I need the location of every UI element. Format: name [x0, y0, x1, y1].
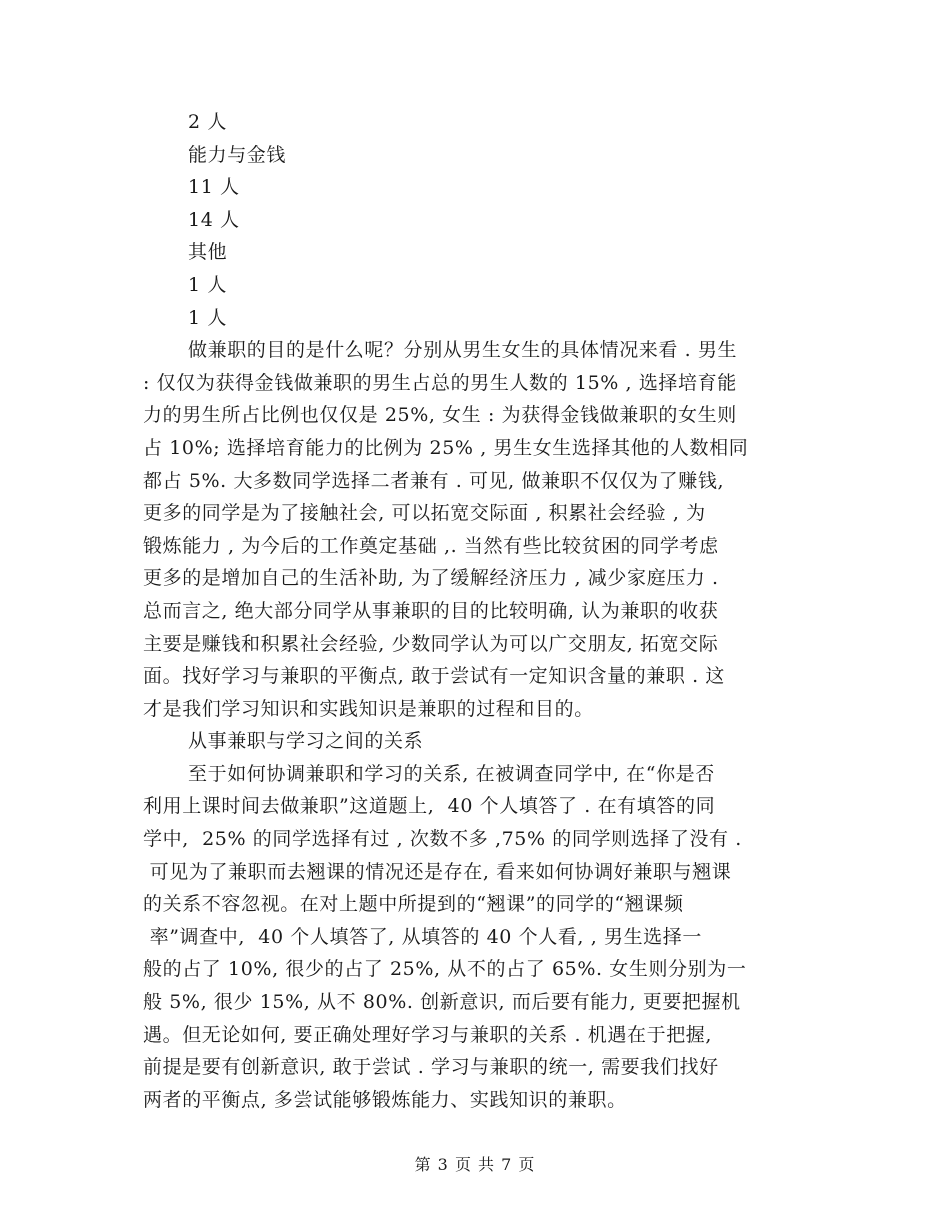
document-body [143, 106, 813, 1116]
text-line: 都占 5%. 大多数同学选择二者兼有 . 可见, 做兼职不仅仅为了赚钱, [143, 469, 725, 492]
text-line: 总而言之, 绝大部分同学从事兼职的目的比较明确, 认为兼职的收获 [143, 599, 719, 622]
text-line: 的关系不容忽视。在对上题中所提到的“翘课”的同学的“翘课频 [143, 893, 684, 916]
text-line: 11 人 [188, 176, 240, 199]
text-line: 般 5%, 很少 15%, 从不 80%. 创新意识, 而后要有能力, 更要把握机 [143, 991, 741, 1014]
text-line: 1 人 [188, 306, 227, 329]
text-line: 可见为了兼职而去翘课的情况还是存在, 看来如何协调好兼职与翘课 [143, 860, 732, 883]
text-line: 前提是要有创新意识, 敢于尝试 . 学习与兼职的统一, 需要我们找好 [143, 1056, 719, 1079]
text-line: 利用上课时间去做兼职”这道题上, 40 个人填答了 . 在有填答的同 [143, 795, 716, 818]
text-line: 从事兼职与学习之间的关系 [188, 730, 424, 753]
text-line: 才是我们学习知识和实践知识是兼职的过程和目的。 [143, 697, 594, 720]
page-footer: 第 3 页 共 7 页 [414, 1155, 536, 1174]
text-line: 主要是赚钱和积累社会经验, 少数同学认为可以广交朋友, 拓宽交际 [143, 632, 719, 655]
text-line: 至于如何协调兼职和学习的关系, 在被调查同学中, 在“你是否 [188, 762, 715, 785]
text-line: 更多的同学是为了接触社会, 可以拓宽交际面 , 积累社会经验 , 为 [143, 502, 706, 525]
text-line: 两者的平衡点, 多尝试能够锻炼能力、实践知识的兼职。 [143, 1088, 627, 1111]
text-line: 学中, 25% 的同学选择有过 , 次数不多 ,75% 的同学则选择了没有 . [143, 828, 742, 851]
text-line: 占 10%; 选择培育能力的比例为 25% , 男生女生选择其他的人数相同 [143, 436, 749, 459]
text-line: 1 人 [188, 273, 227, 296]
text-line: 14 人 [188, 208, 240, 231]
text-line: 能力与金钱 [188, 143, 287, 166]
text-line: 率”调查中, 40 个人填答了, 从填答的 40 个人看, , 男生选择一 [143, 925, 702, 948]
text-line: 力的男生所占比例也仅仅是 25%, 女生 : 为获得金钱做兼职的女生则 [143, 404, 737, 427]
text-line: 做兼职的目的是什么呢？分别从男生女生的具体情况来看 . 男生 [188, 339, 738, 362]
text-line: : 仅仅为获得金钱做兼职的男生占总的男生人数的 15% , 选择培育能 [143, 371, 737, 394]
text-line: 般的占了 10%, 很少的占了 25%, 从不的占了 65%. 女生则分别为一 [143, 958, 747, 981]
text-line: 2 人 [188, 111, 227, 133]
text-line: 更多的是增加自己的生活补助, 为了缓解经济压力 , 减少家庭压力 . [143, 567, 719, 590]
text-line: 锻炼能力 , 为今后的工作奠定基础 ,. 当然有些比较贫困的同学考虑 [143, 534, 719, 557]
text-line: 遇。但无论如何, 要正确处理好学习与兼职的关系 . 机遇在于把握, [143, 1023, 713, 1046]
text-line: 其他 [188, 241, 228, 264]
text-line: 面。找好学习与兼职的平衡点, 敢于尝试有一定知识含量的兼职 . 这 [143, 665, 725, 688]
